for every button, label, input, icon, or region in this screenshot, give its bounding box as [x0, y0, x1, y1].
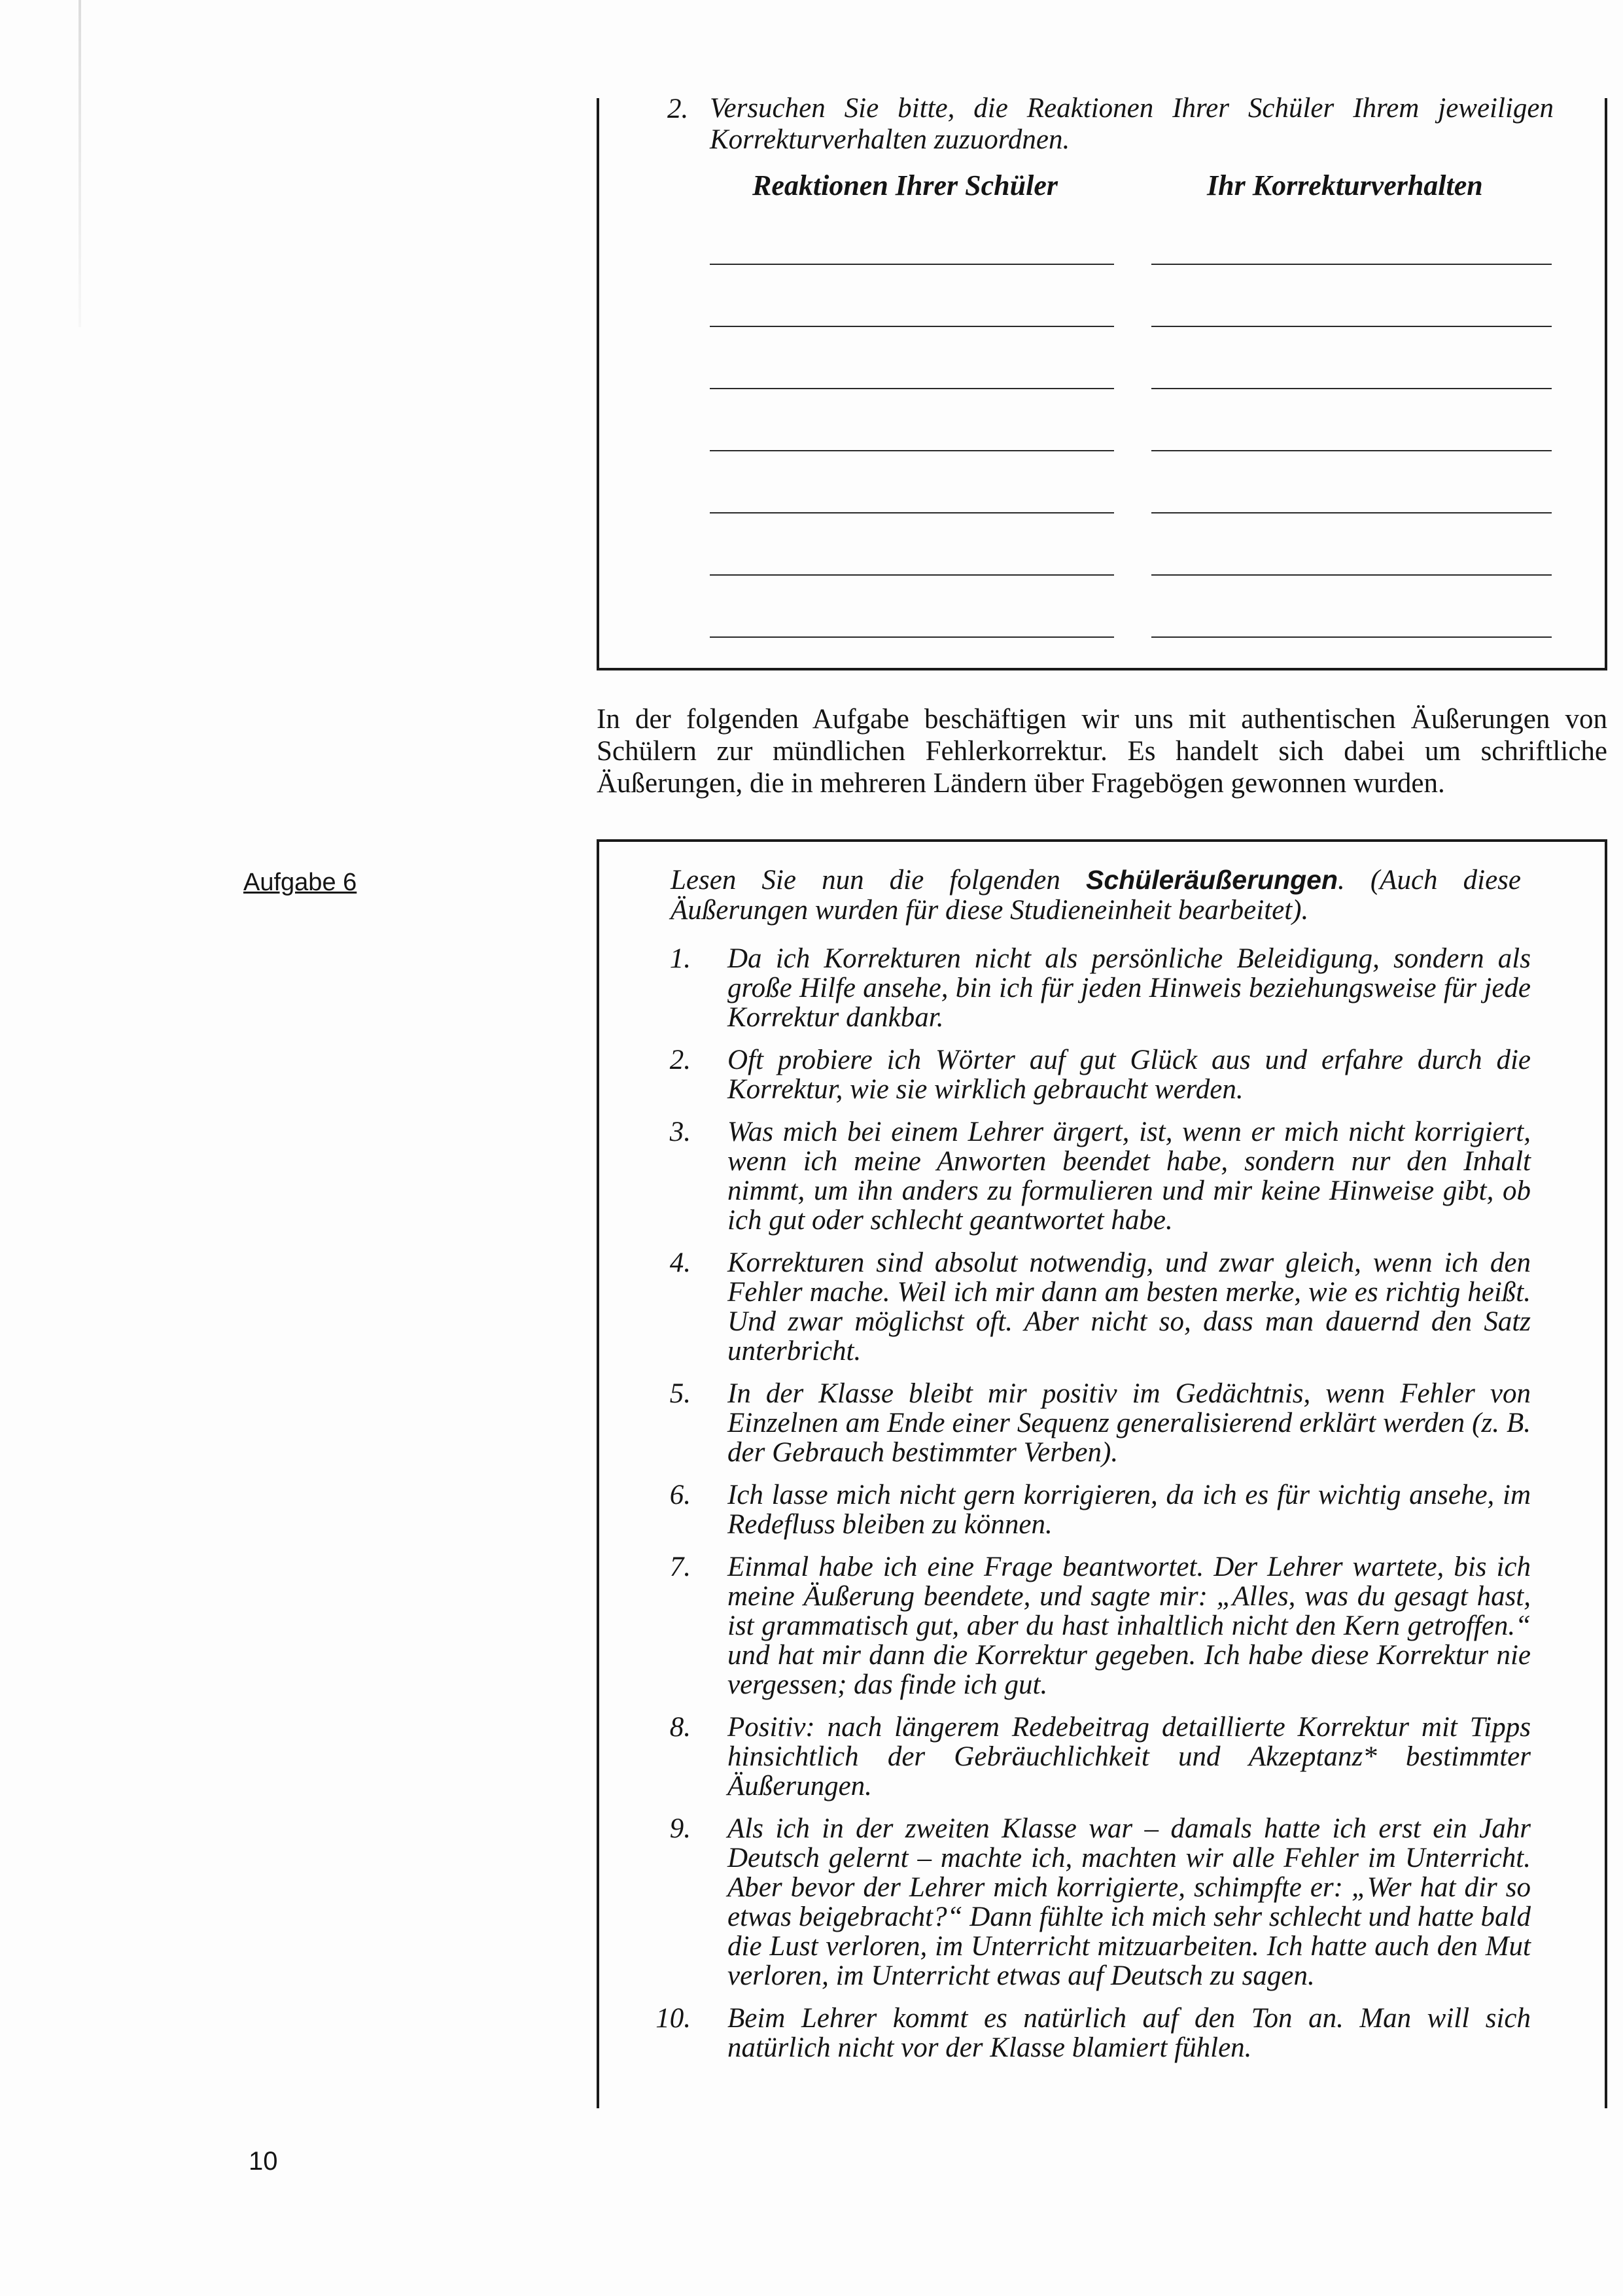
- item-text: Was mich bei einem Lehrer ärgert, ist, wenn er mich nicht korrigiert, wenn ich meine Anworten beendet habe, sondern nur den Inhalt nimmt, um ihn anders zu formulieren und mir keine Hinweise gibt, ob ich gut oder schlecht geantwortet habe.: [727, 1117, 1531, 1236]
- item-text: Ich lasse mich nicht gern korrigieren, da ich es für wichtig ansehe, im Redefluss bleiben zu können.: [727, 1480, 1531, 1540]
- answer-line-correction: [1151, 512, 1552, 513]
- answer-line-reaction: [710, 450, 1114, 451]
- item-number: 7.: [669, 1552, 691, 1582]
- item-text: Beim Lehrer kommt es natürlich auf den Ton an. Man will sich natürlich nicht vor der Klasse blamiert fühlen.: [727, 2003, 1531, 2063]
- item-text: Einmal habe ich eine Frage beantwortet. Der Lehrer wartete, bis ich meine Äußerung beendete, und sagte mir: „Alles, was du gesagt hast, ist grammatisch gut, aber du hast inhaltlich nicht den Kern getroffen.“ und hat mir dann die Korrektur gegeben. Ich habe diese Korrektur nie vergessen; das finde ich gut.: [727, 1552, 1531, 1700]
- column-heading-reactions: Reaktionen Ihrer Schüler: [752, 169, 1058, 201]
- list-item: [654, 1045, 1531, 1104]
- answer-line-reaction: [710, 512, 1114, 513]
- list-item: [654, 944, 1531, 1032]
- list-item: [654, 1814, 1531, 1991]
- list-item: [654, 1713, 1531, 1801]
- list-item: [654, 2004, 1531, 2062]
- answer-line-correction: [1151, 450, 1552, 451]
- answer-line-reaction: [710, 326, 1114, 327]
- answer-line-reaction: [710, 636, 1114, 638]
- answer-line-correction: [1151, 264, 1552, 265]
- list-item: [654, 1552, 1531, 1699]
- list-item: [654, 1480, 1531, 1539]
- answer-line-reaction: [710, 264, 1114, 265]
- answer-line-correction: [1151, 574, 1552, 576]
- item-text: Als ich in der zweiten Klasse war – damals hatte ich erst ein Jahr Deutsch gelernt – machte ich, machten wir alle Fehler im Unterricht. Aber bevor der Lehrer mich korrigierte, schimpfte er: „Wer hat dir so etwas beigebracht?“ Dann fühlte ich mich sehr schlecht und hatte bald die Lust verloren, im Unterricht mitzuarbeiten. Ich hatte auch den Mut verloren, im Unterricht etwas auf Deutsch zu sagen.: [727, 1813, 1531, 1991]
- list-item: [654, 1379, 1531, 1467]
- item-number: 9.: [669, 1813, 691, 1844]
- answer-line-reaction: [710, 388, 1114, 389]
- list-item: [654, 1117, 1531, 1235]
- item-number: 6.: [669, 1480, 691, 1510]
- item-text: In der Klasse bleibt mir positiv im Gedächtnis, wenn Fehler von Einzelnen am Ende einer Sequenz generalisierend erklärt werden (z. B. der Gebrauch bestimmter Verben).: [727, 1378, 1531, 1468]
- question-number: 2.: [667, 94, 689, 124]
- answer-line-correction: [1151, 636, 1552, 638]
- intro-paragraph: In der folgenden Aufgabe beschäftigen wir uns mit authentischen Äußerungen von Schülern zur mündlichen Fehlerkorrektur. Es handelt sich dabei um schriftliche Äußerungen, die in mehreren Ländern über Fragebögen gewonnen wurden.: [597, 704, 1607, 799]
- item-text: Korrekturen sind absolut notwendig, und zwar gleich, wenn ich den Fehler mache. Weil ich mir dann am besten merke, wie es richtig heißt. Und zwar möglichst oft. Aber nicht so, dass man dauernd den Satz unterbricht.: [727, 1247, 1531, 1366]
- item-number: 4.: [669, 1247, 691, 1278]
- item-number: 1.: [669, 943, 691, 974]
- item-text: Oft probiere ich Wörter auf gut Glück aus und erfahre durch die Korrektur, wie sie wirklich gebraucht werden.: [727, 1045, 1531, 1105]
- answer-line-correction: [1151, 326, 1552, 327]
- scan-edge: [79, 0, 81, 327]
- answer-line-reaction: [710, 574, 1114, 576]
- item-text: Da ich Korrekturen nicht als persönliche Beleidigung, sondern als große Hilfe ansehe, bin ich für jeden Hinweis beziehungsweise für jede Korrektur dankbar.: [727, 943, 1531, 1033]
- item-text: Positiv: nach längerem Redebeitrag detaillierte Korrektur mit Tipps hinsichtlich der Gebräuchlichkeit und Akzeptanz* bestimmter Äußerungen.: [727, 1712, 1531, 1801]
- item-number: 10.: [655, 2003, 691, 2034]
- lead-text-start: Lesen Sie nun die folgenden: [671, 865, 1086, 896]
- answer-line-correction: [1151, 388, 1552, 389]
- page-number: 10: [249, 2147, 278, 2176]
- list-item: [654, 1248, 1531, 1366]
- item-number: 2.: [669, 1045, 691, 1075]
- question-instruction: Versuchen Sie bitte, die Reaktionen Ihrer Schüler Ihrem jeweiligen Korrekturverhalten zuzuordnen.: [710, 93, 1554, 155]
- statement-list: [654, 944, 1531, 2076]
- item-number: 8.: [669, 1712, 691, 1743]
- column-heading-correction: Ihr Korrekturverhalten: [1207, 169, 1483, 201]
- lead-keyword: Schüleräußerungen: [1085, 865, 1338, 895]
- item-number: 3.: [669, 1117, 691, 1147]
- item-number: 5.: [669, 1378, 691, 1409]
- task-label: Aufgabe 6: [243, 869, 357, 896]
- task-lead: [671, 865, 1521, 926]
- lead-text-end: . (Auch diese Äußerungen wurden für diese Studieneinheit bearbeitet).: [671, 865, 1521, 926]
